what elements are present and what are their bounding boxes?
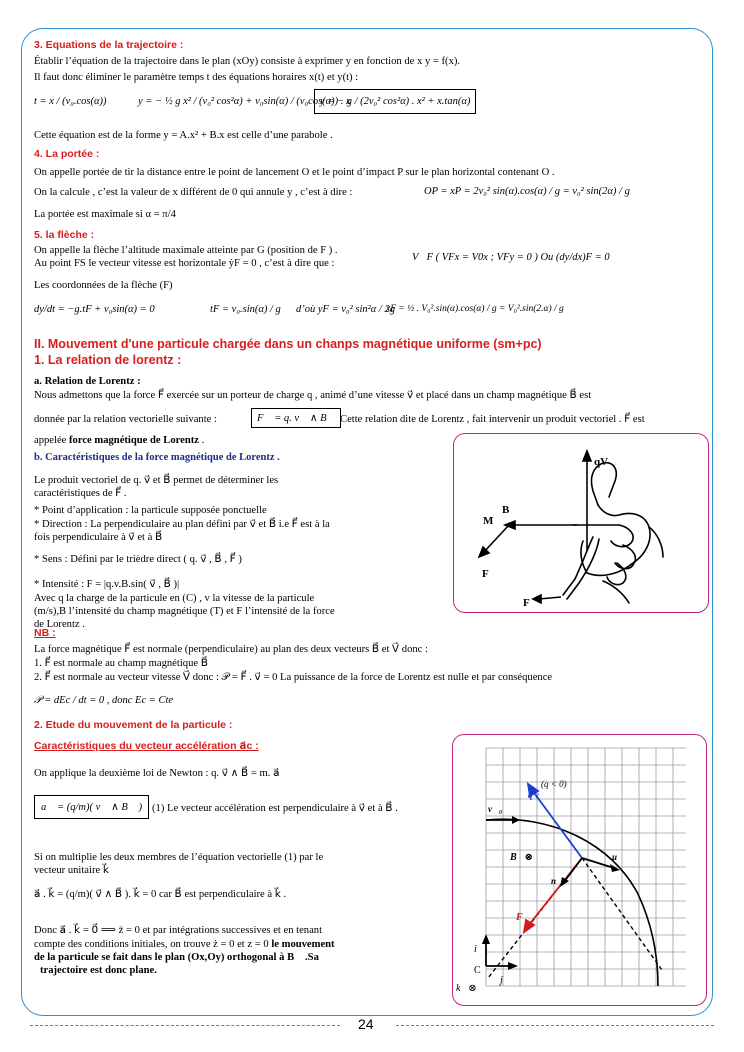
s3-eq3: y = − g / (2v₀² cos²α) . x² + x.tan(α)	[314, 89, 476, 114]
mvt-line3: Si on multiplie les deux membres de l’équation vectorielle (1) par le	[34, 852, 324, 863]
s3-line3: Cette équation est de la forme y = A.x² + B.x est celle d’une parabole .	[34, 130, 333, 141]
s4-line1: On appelle portée de tir la distance entre le point de lancement O et le point d’impact P sur le plan horizontal contenant O .	[34, 167, 555, 178]
s3-line1: Établir l’équation de la trajectoire dans le plan (xOy) consiste à exprimer y en fonction de x y = f(x).	[34, 56, 461, 67]
hand-label-M: M	[483, 515, 494, 527]
mvt-line6: Donc a⃗ . k⃗ = 0⃗ ⟹ z̈ = 0 et par intégrations successives et en tenant	[34, 925, 323, 936]
hand-label-F1: F⃗	[482, 568, 498, 580]
grid-label-v0: v⃗₀	[488, 804, 503, 814]
lorentz-b-line5: fois perpendiculaire à v⃗ et à B⃗	[34, 532, 163, 543]
lorentz-b-line9: (m/s),B l’intensité du champ magnétique (T) et F l’intensité de la force	[34, 606, 335, 617]
lorentz-a-line3	[34, 434, 204, 447]
mvt-line1: On applique la deuxième loi de Newton : q. v⃗ ∧ B⃗ = m. a⃗	[34, 768, 280, 779]
nb-line4: 𝒫 = dEc / dt = 0 , donc Ec = Cte	[34, 695, 174, 706]
s4-line3: La portée est maximale si α = π/4	[34, 209, 176, 220]
grid-label-B: B⃗⊗	[510, 852, 533, 863]
lorentz-b-title: b. Caractéristiques de la force magnétique de Lorentz .	[34, 452, 280, 463]
s5-line2: Au point FS le vecteur vitesse est horizontale ẏF = 0 , c’est à dire que :	[34, 258, 335, 269]
page-number: 24	[358, 1016, 374, 1032]
lorentz-a-l3c: .	[198, 435, 205, 446]
grid-label-i: i⃗	[474, 944, 485, 955]
lorentz-b-line1: Le produit vectoriel de q. v⃗ et B⃗ permet de déterminer les	[34, 475, 279, 486]
hand-finger-top	[591, 463, 603, 505]
lorentz-b-line4: * Direction : La perpendiculaire au plan défini par v⃗ et B⃗ i.e F⃗ est à la	[34, 519, 330, 530]
s4-line2: On la calcule , c’est la valeur de x différent de 0 qui annule y , c’est à dire :	[34, 187, 353, 198]
lorentz-a-l3b: force magnétique de Lorentz	[69, 435, 199, 446]
mvt-line7b: le mouvement	[268, 939, 335, 950]
mvt-line4: vecteur unitaire k⃗	[34, 865, 109, 876]
mvt-line7a: compte des conditions initiales, on trouve ż = 0 et z = 0	[34, 939, 269, 950]
mvt-subtitle: Caractéristiques du vecteur accélération a⃗c :	[34, 740, 259, 752]
mvt-line9: trajectoire est donc plane.	[40, 965, 157, 976]
lorentz-a-line2b: Cette relation dite de Lorentz , fait intervenir un produit vectoriel . F⃗ est	[340, 414, 645, 425]
mvt-title: 2. Etude du mouvement de la particule :	[34, 719, 233, 731]
footer-line-left	[30, 1025, 340, 1026]
nb-line2: 1. F⃗ est normale au champ magnétique B⃗	[34, 658, 208, 669]
grid-label-F: F⃗	[516, 912, 531, 923]
s5-eq3: d’où yF = v₀² sin²α / 2g	[296, 304, 395, 315]
lorentz-a-line2a: donnée par la relation vectorielle suivante :	[34, 414, 217, 425]
grid-label-u: u⃗	[612, 852, 625, 862]
lorentz-b-line7: * Intensité : F = |q.v.B.sin( v⃗ , B⃗ )|	[34, 579, 180, 590]
nb-line3: 2. F⃗ est normale au vecteur vitesse V⃗ donc : 𝒫 = F⃗ . v⃗ = 0 La puissance de la force de Lorentz est nulle et par conséquence	[34, 672, 553, 683]
s3-eq1: t = x / (v₀.cos(α))	[34, 96, 107, 107]
i-axis	[482, 934, 490, 944]
s3-eq2: y = − ½ g x² / (v₀² cos²α) + v₀sin(α) / (v₀cos(α)) . x	[138, 96, 351, 107]
section-5-title: 5. la flèche :	[34, 229, 95, 241]
hand-label-F2: F⃗	[523, 597, 539, 609]
lorentz-b-line3: * Point d’application : la particule supposée ponctuelle	[34, 505, 267, 516]
grid-label-C: C	[474, 965, 481, 976]
s3-line2: Il faut donc éliminer le paramètre temps t des équations horaires x(t) et y(t) :	[34, 72, 359, 83]
s5-eq1: dy/dt = −g.tF + v₀sin(α) = 0	[34, 304, 155, 315]
s5-eq2: tF = v₀.sin(α) / g	[210, 304, 281, 315]
footer-line-right	[396, 1025, 714, 1026]
v0-vector	[512, 816, 520, 824]
section-3-title: 3. Equations de la trajectoire :	[34, 39, 184, 51]
mvt-line8: de la particule se fait dans le plan (Ox,Oy) orthogonal à B⃗ .Sa	[34, 952, 319, 963]
mvt-eqbox: a⃗ = (q/m)( v⃗ ∧ B⃗ )	[34, 795, 149, 819]
part-2-title: II. Mouvement d'une particule chargée dans un chanps magnétique uniforme (sm+pc)	[34, 337, 542, 351]
hand-label-B: B⃗	[502, 504, 518, 516]
mvt-line5: a⃗ . k⃗ = (q/m)( v⃗ ∧ B⃗ ). k⃗ = 0 car B⃗ est perpendiculaire à k⃗ .	[34, 889, 287, 900]
mvt-line7	[34, 938, 335, 951]
mvt-line2: (1) Le vecteur accélération est perpendiculaire à v⃗ et à B⃗ .	[152, 803, 398, 814]
trajectory-grid-figure	[452, 734, 705, 1004]
hand-label-qv: qV⃗	[594, 456, 617, 468]
lorentz-b-line6: * Sens : Défini par le trièdre direct ( q. v⃗ , B⃗ , F⃗ )	[34, 554, 242, 565]
lorentz-a-l3a: appelée	[34, 435, 69, 446]
grid-label-qv: q v⃗	[528, 790, 546, 800]
grid-label-k: k⃗⊗	[456, 983, 477, 994]
grid-label-qneg: (q < 0)	[541, 779, 567, 789]
s5-eqv: V⃗F ( VFx = V0x ; VFy = 0 ) Ou (dy/dx)F = 0	[412, 252, 610, 263]
s5-line3: Les coordonnées de la flèche (F)	[34, 280, 173, 291]
lorentz-a-title: a. Relation de Lorentz :	[34, 376, 141, 387]
qv-arrow-head	[583, 451, 591, 461]
lorentz-b-line2: caractéristiques de F⃗ .	[34, 488, 127, 499]
s5-eq4: xF = ½ . V₀².sin(α).cos(α) / g = V₀².sin(2.α) / g	[386, 304, 564, 314]
lorentz-b-line10: de Lorentz .	[34, 619, 85, 630]
lorentz-b-line8: Avec q la charge de la particule en (C) , v la vitesse de la particule	[34, 593, 315, 604]
grid-label-n: n⃗	[551, 876, 564, 886]
s4-eq: OP = xP = 2v₀² sin(α).cos(α) / g = v₀² sin(2α) / g	[424, 186, 630, 197]
nb-line1: La force magnétique F⃗ est normale (perpendiculaire) au plan des deux vecteurs B⃗ et V⃗ donc :	[34, 644, 428, 655]
lorentz-a-eq: F⃗ = q. v⃗ ∧ B⃗	[251, 408, 341, 428]
s5-line1: On appelle la flèche l’altitude maximale atteinte par G (position de F ) .	[34, 245, 338, 256]
part-2-sub1: 1. La relation de lorentz :	[34, 353, 182, 367]
nb-label: NB :	[34, 627, 56, 639]
grid-label-j: j⃗	[500, 975, 511, 986]
section-4-title: 4. La portée :	[34, 148, 100, 160]
lorentz-a-line1: Nous admettons que la force F⃗ exercée sur un porteur de charge q , animé d’une vitesse v⃗ et placé dans un champ magnétique B⃗ est	[34, 390, 592, 401]
